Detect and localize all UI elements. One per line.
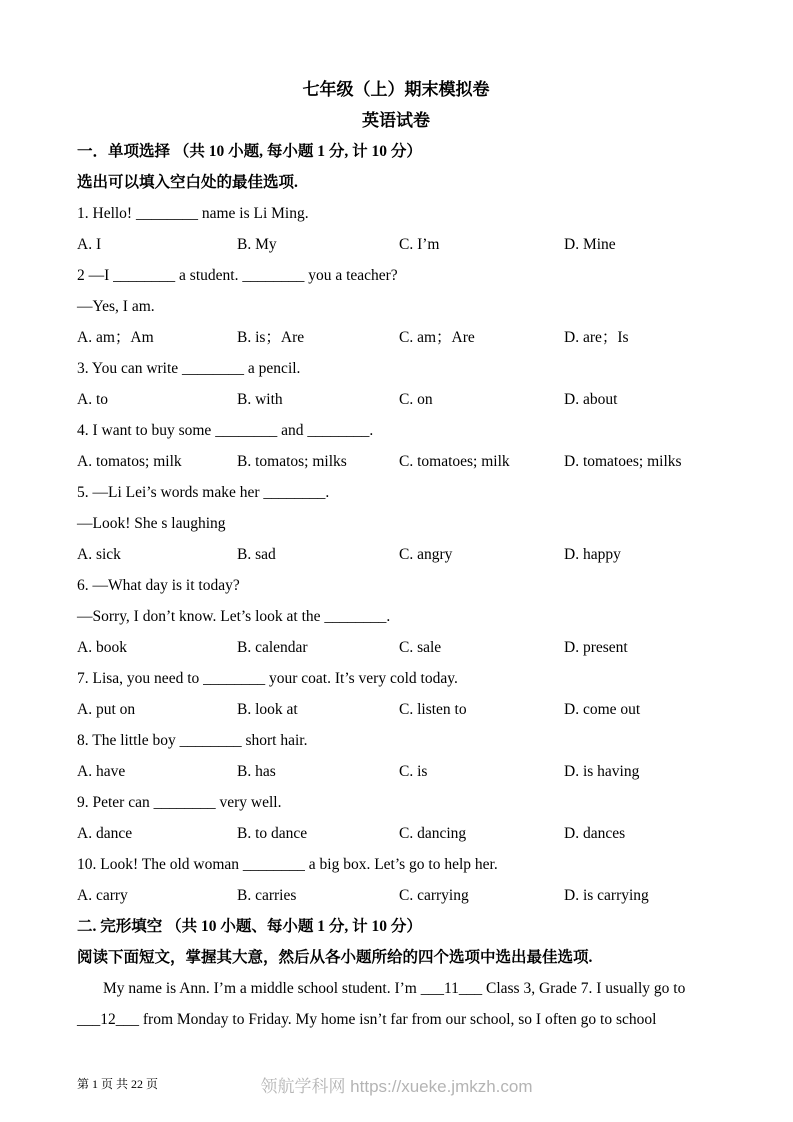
option-a: A. put on [77, 701, 136, 718]
option-d: D. are；Is [564, 329, 629, 346]
option-c: C. sale [399, 639, 442, 656]
question-stem: 6. —What day is it today? [77, 577, 240, 594]
question-stem: 9. Peter can ________ very well. [77, 794, 282, 811]
question-options [77, 880, 715, 911]
question-stem: 7. Lisa, you need to ________ your coat. It’s very cold today. [77, 670, 458, 687]
cloze-passage-line-2: ___12___ from Monday to Friday. My home isn’t far from our school, so I often go to school [77, 1011, 657, 1028]
question-stem: 1. Hello! ________ name is Li Ming. [77, 205, 309, 222]
question-5 [77, 477, 715, 570]
option-a: A. sick [77, 546, 121, 563]
option-d: D. Mine [564, 236, 616, 253]
option-c: C. angry [399, 546, 453, 563]
option-a: A. to [77, 391, 108, 408]
question-options [77, 632, 715, 663]
question-options [77, 322, 715, 353]
question-stem: 8. The little boy ________ short hair. [77, 732, 308, 749]
option-c: C. is [399, 763, 428, 780]
option-a: A. I [77, 236, 102, 253]
cloze-passage-line-1: My name is Ann. I’m a middle school student. I’m ___11___ Class 3, Grade 7. I usually go to [103, 980, 686, 997]
option-b: B. calendar [237, 639, 308, 656]
question-options [77, 384, 715, 415]
question-3 [77, 353, 715, 415]
option-d: D. is having [564, 763, 640, 780]
option-c: C. tomatoes; milk [399, 453, 510, 470]
option-a: A. dance [77, 825, 133, 842]
option-b: B. with [237, 391, 283, 408]
option-b: B. is；Are [237, 329, 305, 346]
option-c: C. dancing [399, 825, 467, 842]
option-a: A. tomatos; milk [77, 453, 182, 470]
option-d: D. is carrying [564, 887, 649, 904]
option-a: A. carry [77, 887, 128, 904]
question-stem: 5. —Li Lei’s words make her ________. [77, 484, 330, 501]
question-2 [77, 260, 715, 353]
option-c: C. I’m [399, 236, 440, 253]
option-d: D. dances [564, 825, 626, 842]
option-a: A. book [77, 639, 127, 656]
option-c: C. carrying [399, 887, 469, 904]
question-stem-reply: —Yes, I am. [77, 298, 155, 315]
option-c: C. listen to [399, 701, 467, 718]
option-b: B. look at [237, 701, 298, 718]
option-b: B. tomatos; milks [237, 453, 347, 470]
page-title: 七年级（上）期末模拟卷 [302, 80, 490, 99]
option-d: D. happy [564, 546, 621, 563]
question-stem-reply: —Sorry, I don’t know. Let’s look at the ________. [77, 608, 391, 625]
section2-heading: 二. 完形填空 （共 10 小题、每小题 1 分, 计 10 分） [77, 918, 422, 935]
option-a: A. am；Am [77, 329, 154, 346]
option-c: C. am；Are [399, 329, 475, 346]
question-stem: 10. Look! The old woman ________ a big box. Let’s go to help her. [77, 856, 498, 873]
question-9 [77, 787, 715, 849]
question-options [77, 539, 715, 570]
question-stem: 4. I want to buy some ________ and ________. [77, 422, 374, 439]
watermark-text: 领航学科网 https://xueke.jmkzh.com [260, 1077, 533, 1096]
question-options [77, 446, 715, 477]
option-d: D. tomatoes; milks [564, 453, 682, 470]
option-b: B. to dance [237, 825, 308, 842]
section1-heading: 一．单项选择 （共 10 小题, 每小题 1 分, 计 10 分） [77, 143, 422, 160]
question-options [77, 229, 715, 260]
option-b: B. sad [237, 546, 276, 563]
option-b: B. carries [237, 887, 297, 904]
question-10 [77, 849, 715, 911]
question-6 [77, 570, 715, 663]
question-stem: 2 —I ________ a student. ________ you a teacher? [77, 267, 398, 284]
option-b: B. My [237, 236, 277, 253]
question-1 [77, 198, 715, 260]
option-d: D. about [564, 391, 618, 408]
question-4 [77, 415, 715, 477]
question-7 [77, 663, 715, 725]
question-options [77, 756, 715, 787]
option-d: D. present [564, 639, 628, 656]
page-subtitle: 英语试卷 [362, 111, 430, 130]
question-8 [77, 725, 715, 787]
question-stem-reply: —Look! She s laughing [77, 515, 226, 532]
option-b: B. has [237, 763, 276, 780]
option-c: C. on [399, 391, 433, 408]
question-options [77, 694, 715, 725]
option-d: D. come out [564, 701, 641, 718]
section1-instruction: 选出可以填入空白处的最佳选项. [77, 174, 298, 191]
question-options [77, 818, 715, 849]
question-stem: 3. You can write ________ a pencil. [77, 360, 301, 377]
footer-page-info: 第 1 页 共 22 页 [77, 1077, 159, 1091]
option-a: A. have [77, 763, 126, 780]
section2-instruction: 阅读下面短文，掌握其大意，然后从各小题所给的四个选项中选出最佳选项. [77, 949, 593, 966]
